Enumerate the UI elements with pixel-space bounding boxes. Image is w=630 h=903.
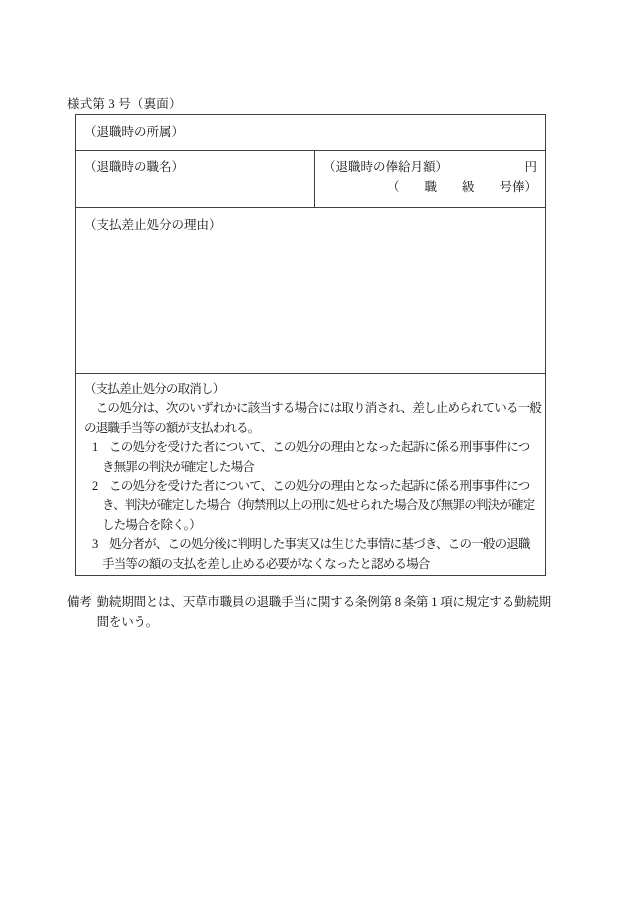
cancellation-item-2 (84, 477, 539, 496)
salary-line (323, 157, 537, 177)
page-title: 様式第 3 号（裏面） (67, 97, 182, 111)
cancellation-item-2-cont: した場合を除く。） (102, 517, 201, 532)
item-number: 1 (92, 440, 99, 455)
salary-grade-line (323, 177, 537, 197)
affiliation-label: （退職時の所属） (84, 125, 185, 139)
grade-step-label: （ 職 級 号俸） (386, 180, 537, 194)
item-number: 3 (92, 537, 99, 552)
remarks-line: 間をいう。 (96, 615, 159, 629)
cancellation-heading: （支払差止処分の取消し） (84, 382, 225, 396)
item-text-line: この処分を受けた者について、この処分の理由となった起訴に係る刑事事件につ (109, 479, 530, 494)
cancellation-intro-line: の退職手当等の額が支払われる。 (84, 420, 260, 435)
item-number: 2 (92, 479, 99, 494)
cancellation-item-3-cont: 手当等の額の支払を差し止める必要がなくなったと認める場合 (102, 556, 430, 571)
row-affiliation (76, 115, 545, 151)
cell-salary (315, 151, 545, 207)
cell-job-title (76, 151, 315, 207)
row-reason (76, 208, 545, 374)
row-cancellation (76, 374, 545, 575)
item-text-line: この処分を受けた者について、この処分の理由となった起訴に係る刑事事件につ (109, 440, 530, 455)
salary-label: （退職時の俸給月額） (323, 160, 449, 174)
reason-label: （支払差止処分の理由） (84, 218, 222, 232)
row-position (76, 151, 545, 208)
remarks-label: 備考 (67, 595, 92, 609)
cancellation-item-3 (84, 535, 539, 554)
salary-unit-label: 円 (524, 160, 537, 174)
job-title-label: （退職時の職名） (84, 160, 185, 174)
remarks-line: 勤続期間とは、天草市職員の退職手当に関する条例第 8 条第 1 項に規定する勤続期 (96, 595, 551, 609)
remarks-text (97, 592, 551, 632)
cancellation-intro-line: この処分は、次のいずれかに該当する場合には取り消され、差し止められている一般 (84, 401, 542, 416)
item-text-line: 処分者が、この処分後に判明した事実又は生じた事情に基づき、この一般の退職 (109, 537, 530, 552)
cancellation-item-2-cont: き、判決が確定した場合（拘禁刑以上の刑に処せられた場合及び無罪の判決が確定 (102, 498, 535, 513)
form-table (75, 114, 546, 576)
remarks-note (67, 592, 551, 632)
cancellation-item-1-cont: き無罪の判決が確定した場合 (102, 459, 255, 474)
cancellation-item-1 (84, 438, 539, 457)
